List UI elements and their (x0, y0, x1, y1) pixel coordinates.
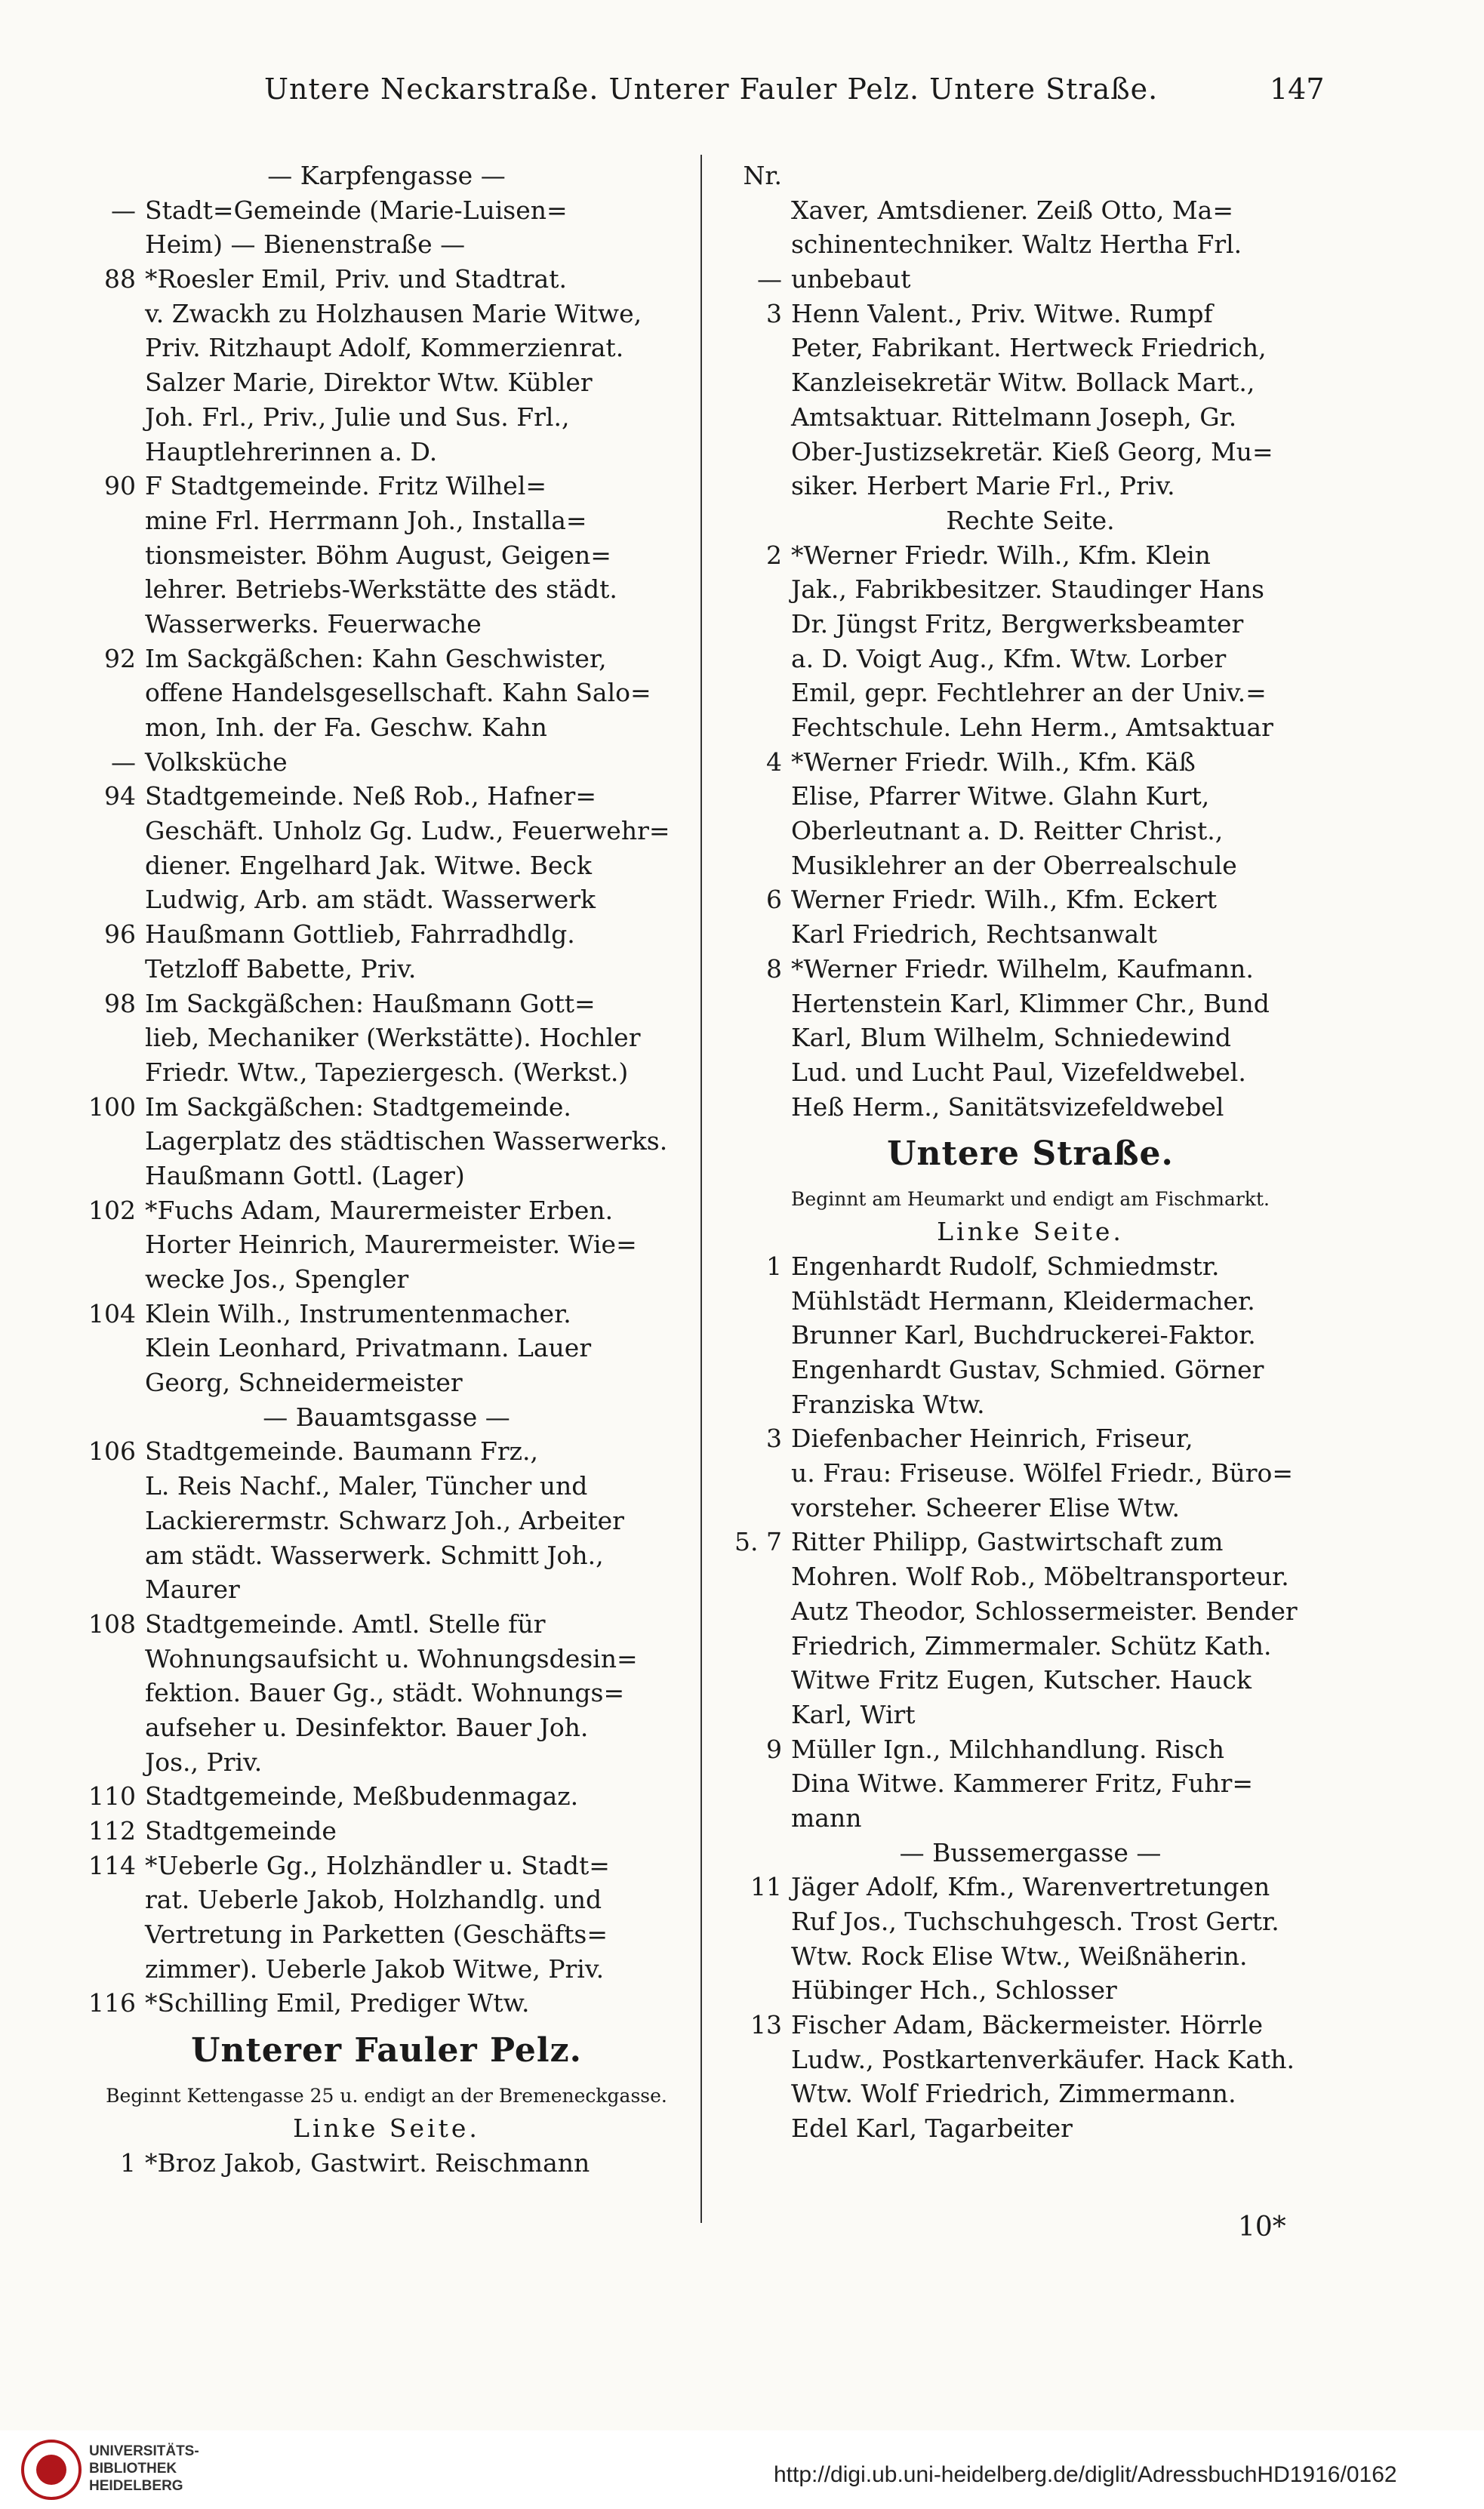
section-label: Rechte Seite. (946, 505, 1115, 535)
entry-line (710, 882, 1351, 917)
entry-text: Stadt=Gemeinde (Marie-Luisen= (145, 195, 568, 225)
entry-text: Stadtgemeinde, Meßbudenmagaz. (145, 1781, 579, 1812)
entry-line (710, 1801, 1351, 1836)
entry-line (54, 1952, 719, 1987)
entry-line (710, 469, 1351, 503)
entry-line (710, 1214, 1351, 1249)
entry-text: Wtw. Rock Elise Wtw., Weißnäherin. (791, 1941, 1248, 1971)
house-number: 112 (88, 1816, 136, 1846)
entry-text: Karl, Wirt (791, 1699, 916, 1729)
entry-line (54, 1193, 719, 1228)
entry-text: Priv. Ritzhaupt Adolf, Kommerzienrat. (145, 333, 624, 363)
entry-line (710, 1904, 1351, 1939)
entry-line (54, 1469, 719, 1504)
entry-text: tionsmeister. Böhm August, Geigen= (145, 540, 611, 570)
house-number: 92 (104, 643, 136, 673)
entry-text: mann (791, 1802, 862, 1833)
entry-line (54, 159, 719, 193)
entry-text: Mühlstädt Hermann, Kleidermacher. (791, 1285, 1255, 1316)
house-number: 100 (88, 1091, 136, 1122)
entry-text: Stadtgemeinde. Neß Rob., Hafner= (145, 781, 596, 811)
entry-text: Brunner Karl, Buchdruckerei-Faktor. (791, 1320, 1256, 1350)
entry-text: Horter Heinrich, Maurermeister. Wie= (145, 1230, 637, 1260)
street-subnote: Beginnt am Heumarkt und endigt am Fischmarkt. (791, 1188, 1270, 1211)
entry-line (54, 987, 719, 1021)
entry-text: Emil, gepr. Fechtlehrer an der Univ.= (791, 678, 1267, 708)
house-number: — (111, 195, 136, 225)
street-subnote: Beginnt Kettengasse 25 u. endigt an der Bremeneckgasse. (106, 2085, 667, 2107)
entry-text: Hübinger Hch., Schlosser (791, 1975, 1117, 2006)
entry-line (710, 227, 1351, 262)
house-number: 96 (104, 919, 136, 950)
entry-text: Henn Valent., Priv. Witwe. Rumpf (791, 298, 1213, 328)
entry-text: Klein Wilh., Instrumentenmacher. (145, 1298, 571, 1328)
library-name-line: BIBLIOTHEK (89, 2461, 177, 2477)
entry-line (710, 1456, 1351, 1491)
entry-line (54, 1986, 719, 2021)
entry-line (54, 1710, 719, 1745)
house-number: 1 (120, 2147, 136, 2178)
entry-text: Diefenbacher Heinrich, Friseur, (791, 1424, 1193, 1454)
entry-line (54, 1676, 719, 1710)
entry-line (710, 297, 1351, 331)
entry-line (710, 779, 1351, 814)
entry-line (54, 227, 719, 262)
entry-line (54, 572, 719, 607)
entry-line (54, 1504, 719, 1538)
house-number: 6 (766, 885, 782, 915)
entry-line (710, 193, 1351, 228)
entry-text: Tetzloff Babette, Priv. (145, 953, 417, 984)
entry-text: Haußmann Gottlieb, Fahrradhdlg. (145, 919, 575, 950)
entry-line (54, 1779, 719, 1814)
entry-text: Klein Leonhard, Privatmann. Lauer (145, 1333, 592, 1363)
entry-text: Heß Herm., Sanitätsvizefeldwebel (791, 1091, 1224, 1122)
entry-line (54, 297, 719, 331)
entry-line (710, 1387, 1351, 1422)
entry-text: lieb, Mechaniker (Werkstätte). Hochler (145, 1023, 641, 1053)
entry-line (54, 1607, 719, 1642)
entry-text: *Broz Jakob, Gastwirt. Reischmann (145, 2147, 590, 2178)
column-divider (700, 155, 702, 2223)
entry-line (710, 1421, 1351, 1456)
entry-text: L. Reis Nachf., Maler, Tüncher und (145, 1471, 588, 1501)
house-number: 88 (104, 264, 136, 294)
entry-line (54, 2111, 719, 2146)
entry-text: rat. Ueberle Jakob, Holzhandlg. und (145, 1885, 602, 1915)
entry-line (710, 642, 1351, 676)
entry-line (710, 503, 1351, 538)
entry-line (710, 2008, 1351, 2043)
entry-text: vorsteher. Scheerer Elise Wtw. (791, 1492, 1181, 1522)
entry-text: Karl Friedrich, Rechtsanwalt (791, 919, 1158, 950)
entry-line (710, 1870, 1351, 1904)
house-number: 11 (750, 1872, 782, 1902)
entry-text: aufseher u. Desinfektor. Bauer Joh. (145, 1712, 589, 1742)
entry-text: Wtw. Wolf Friedrich, Zimmermann. (791, 2079, 1236, 2109)
entry-line (710, 987, 1351, 1021)
entry-line (710, 1939, 1351, 1974)
entry-text: Haußmann Gottl. (Lager) (145, 1160, 465, 1190)
entry-line (54, 1538, 719, 1573)
entry-line (54, 2146, 719, 2181)
entry-line (710, 262, 1351, 297)
entry-line (710, 1594, 1351, 1629)
entry-text: *Roesler Emil, Priv. und Stadtrat. (145, 264, 567, 294)
entry-line (710, 1090, 1351, 1125)
entry-text: u. Frau: Friseuse. Wölfel Friedr., Büro= (791, 1458, 1294, 1488)
entry-text: diener. Engelhard Jak. Witwe. Beck (145, 850, 593, 880)
section-label: — Bussemergasse — (899, 1837, 1162, 1867)
running-head: Untere Neckarstraße. Unterer Fauler Pelz. Untere Straße. (264, 72, 1159, 106)
entry-line (54, 642, 719, 676)
section-label: — Bauamtsgasse — (263, 1402, 510, 1432)
entry-line (54, 1849, 719, 1883)
house-number: 8 (766, 953, 782, 984)
entry-line (710, 917, 1351, 952)
house-number: 98 (104, 988, 136, 1018)
entry-line (710, 365, 1351, 400)
house-number: 4 (766, 747, 782, 777)
house-number: 9 (766, 1734, 782, 1764)
entry-line (54, 1297, 719, 1331)
entry-line (54, 848, 719, 883)
entry-line (54, 538, 719, 573)
entry-line (710, 676, 1351, 710)
entry-line (54, 1434, 719, 1469)
entry-text: *Fuchs Adam, Maurermeister Erben. (145, 1195, 614, 1225)
entry-line (710, 538, 1351, 573)
entry-line (710, 1525, 1351, 1559)
entry-text: *Ueberle Gg., Holzhändler u. Stadt= (145, 1850, 610, 1880)
house-number: 2 (766, 540, 782, 570)
page-number: 147 (1270, 72, 1325, 106)
section-label: — Karpfengasse — (267, 161, 506, 190)
entry-text: Geschäft. Unholz Gg. Ludw., Feuerwehr= (145, 816, 670, 846)
entry-text: mine Frl. Herrmann Joh., Installa= (145, 505, 587, 535)
entry-line (710, 1318, 1351, 1353)
signature-mark: 10* (1238, 2212, 1286, 2243)
entry-line (710, 572, 1351, 607)
entry-line (54, 710, 719, 745)
entry-text: fektion. Bauer Gg., städt. Wohnungs= (145, 1678, 625, 1708)
entry-text: Autz Theodor, Schlossermeister. Bender (791, 1596, 1298, 1626)
entry-text: mon, Inh. der Fa. Geschw. Kahn (145, 713, 547, 742)
entry-text: Stadtgemeinde (145, 1816, 337, 1846)
entry-line (710, 2111, 1351, 2146)
entry-line (54, 262, 719, 297)
entry-text: a. D. Voigt Aug., Kfm. Wtw. Lorber (791, 643, 1227, 673)
entry-text: Ludw., Postkartenverkäufer. Hack Kath. (791, 2044, 1295, 2074)
entry-line (710, 1284, 1351, 1319)
entry-text: Ruf Jos., Tuchschuhgesch. Trost Gertr. (791, 1907, 1279, 1936)
entry-line (710, 1732, 1351, 1767)
entry-text: Jäger Adolf, Kfm., Warenvertretungen (791, 1872, 1270, 1902)
entry-text: Peter, Fabrikant. Hertweck Friedrich, (791, 333, 1267, 363)
entry-text: Werner Friedr. Wilh., Kfm. Eckert (791, 885, 1218, 915)
entry-line (54, 469, 719, 503)
entry-text: Mohren. Wolf Rob., Möbeltransporteur. (791, 1562, 1289, 1592)
entry-text: Volksküche (145, 747, 288, 777)
entry-line (710, 2076, 1351, 2111)
entry-text: siker. Herbert Marie Frl., Priv. (791, 471, 1175, 501)
entry-line (710, 1055, 1351, 1090)
entry-text: Franziska Wtw. (791, 1389, 985, 1419)
entry-line (54, 1365, 719, 1400)
entry-line (710, 1353, 1351, 1387)
entry-text: Stadtgemeinde. Amtl. Stelle für (145, 1609, 546, 1639)
entry-text: Dina Witwe. Kammerer Fritz, Fuhr= (791, 1769, 1254, 1799)
side-label: Linke Seite. (937, 1217, 1124, 1247)
entry-line (54, 745, 719, 780)
entry-line (710, 1249, 1351, 1284)
entry-text: *Werner Friedr. Wilh., Kfm. Käß (791, 747, 1196, 777)
entry-line (54, 1055, 719, 1090)
entry-text: Im Sackgäßchen: Haußmann Gott= (145, 988, 596, 1018)
entry-line (54, 1400, 719, 1435)
entry-line (54, 779, 719, 814)
street-heading: Unterer Fauler Pelz. (191, 2031, 582, 2070)
entry-text: Im Sackgäßchen: Kahn Geschwister, (145, 643, 607, 673)
house-number: 104 (88, 1298, 136, 1328)
source-url-link[interactable]: http://digi.ub.uni-heidelberg.de/diglit/AdressbuchHD1916/0162 (774, 2462, 1397, 2487)
entry-text: Witwe Fritz Eugen, Kutscher. Hauck (791, 1665, 1252, 1695)
entry-text: Wohnungsaufsicht u. Wohnungsdesin= (145, 1643, 638, 1673)
house-number: 114 (88, 1850, 136, 1880)
entry-text: Wasserwerks. Feuerwache (145, 608, 482, 639)
entry-text: Engenhardt Gustav, Schmied. Görner (791, 1355, 1264, 1384)
entry-line (54, 676, 719, 710)
entry-text: Lackierermstr. Schwarz Joh., Arbeiter (145, 1505, 624, 1535)
left-column (54, 159, 719, 2181)
entry-text: Ludwig, Arb. am städt. Wasserwerk (145, 885, 596, 915)
entry-line (54, 1745, 719, 1780)
entry-line (54, 1262, 719, 1297)
entry-line (54, 917, 719, 952)
entry-line (54, 365, 719, 400)
entry-line (710, 331, 1351, 365)
entry-text: Amtsaktuar. Rittelmann Joseph, Gr. (791, 402, 1237, 432)
entry-line (710, 745, 1351, 780)
entry-text: Ritter Philipp, Gastwirtschaft zum (791, 1527, 1224, 1557)
library-name (89, 2443, 199, 2495)
entry-line (710, 400, 1351, 435)
entry-line (54, 1227, 719, 1262)
entry-line (710, 848, 1351, 883)
side-label: Linke Seite. (293, 2113, 480, 2144)
house-number: 3 (766, 298, 782, 328)
entry-line (54, 503, 719, 538)
library-name-line: HEIDELBERG (89, 2478, 183, 2494)
entry-text: Oberleutnant a. D. Reitter Christ., (791, 816, 1224, 846)
entry-text: Fischer Adam, Bäckermeister. Hörrle (791, 2010, 1264, 2040)
entry-line (54, 607, 719, 642)
entry-text: Lagerplatz des städtischen Wasserwerks. (145, 1126, 668, 1156)
entry-line (54, 882, 719, 917)
house-number: 116 (88, 1988, 136, 2018)
right-column (710, 159, 1351, 2146)
entry-text: Im Sackgäßchen: Stadtgemeinde. (145, 1091, 571, 1122)
entry-line (710, 1766, 1351, 1801)
entry-text: Dr. Jüngst Fritz, Bergwerksbeamter (791, 608, 1244, 639)
entry-line (710, 1663, 1351, 1698)
entry-line (710, 710, 1351, 745)
entry-line (710, 1559, 1351, 1594)
entry-text: unbebaut (791, 264, 911, 294)
house-number: 110 (88, 1781, 136, 1812)
entry-line (54, 1090, 719, 1125)
entry-text: zimmer). Ueberle Jakob Witwe, Priv. (145, 1953, 605, 1984)
entry-text: Ober-Justizsekretär. Kieß Georg, Mu= (791, 436, 1273, 466)
entry-line (710, 1629, 1351, 1664)
entry-text: schinentechniker. Waltz Hertha Frl. (791, 229, 1242, 260)
house-number: 102 (88, 1195, 136, 1225)
street-heading: Untere Straße. (887, 1134, 1174, 1174)
entry-text: Stadtgemeinde. Baumann Frz., (145, 1436, 539, 1467)
house-number: — (757, 264, 782, 294)
entry-text: Fechtschule. Lehn Herm., Amtsaktuar (791, 713, 1273, 742)
entry-line (710, 1973, 1351, 2008)
house-number: 5. 7 (734, 1527, 782, 1557)
entry-text: Jak., Fabrikbesitzer. Staudinger Hans (791, 574, 1264, 605)
entry-text: Kanzleisekretär Witw. Bollack Mart., (791, 368, 1255, 398)
entry-text: *Schilling Emil, Prediger Wtw. (145, 1988, 530, 2018)
entry-line (710, 814, 1351, 848)
entry-line (54, 1814, 719, 1849)
entry-text: Georg, Schneidermeister (145, 1368, 463, 1398)
entry-line (54, 193, 719, 228)
entry-text: Hauptlehrerinnen a. D. (145, 436, 438, 466)
entry-text: F Stadtgemeinde. Fritz Wilhel= (145, 471, 547, 501)
house-number: 13 (750, 2010, 782, 2040)
house-number: 94 (104, 781, 136, 811)
house-number: 1 (766, 1251, 782, 1281)
entry-line (54, 1883, 719, 1917)
entry-text: Edel Karl, Tagarbeiter (791, 2113, 1073, 2144)
entry-text: Jos., Priv. (145, 1747, 263, 1777)
entry-line (710, 952, 1351, 987)
entry-text: *Werner Friedr. Wilh., Kfm. Klein (791, 540, 1211, 570)
entry-text: Lud. und Lucht Paul, Vizefeldwebel. (791, 1057, 1246, 1087)
entry-line (54, 1331, 719, 1365)
entry-line (710, 1491, 1351, 1525)
entry-text: Joh. Frl., Priv., Julie und Sus. Frl., (145, 402, 570, 432)
library-logo-icon (21, 2440, 82, 2500)
entry-line (710, 607, 1351, 642)
entry-line (54, 435, 719, 469)
house-number: 108 (88, 1609, 136, 1639)
entry-text: *Werner Friedr. Wilhelm, Kaufmann. (791, 953, 1254, 984)
entry-line (54, 1572, 719, 1607)
entry-text: offene Handelsgesellschaft. Kahn Salo= (145, 678, 651, 708)
entry-text: Vertretung in Parketten (Geschäfts= (145, 1919, 608, 1950)
entry-text: am städt. Wasserwerk. Schmitt Joh., (145, 1540, 604, 1570)
entry-line (710, 159, 1351, 193)
library-name-line: UNIVERSITÄTS- (89, 2443, 199, 2459)
entry-text: v. Zwackh zu Holzhausen Marie Witwe, (145, 298, 642, 328)
entry-line (54, 1124, 719, 1159)
entry-text: Friedrich, Zimmermaler. Schütz Kath. (791, 1630, 1272, 1661)
entry-line (54, 331, 719, 365)
entry-line (710, 435, 1351, 469)
entry-line (710, 1836, 1351, 1870)
entry-line (710, 1698, 1351, 1732)
entry-text: Friedr. Wtw., Tapeziergesch. (Werkst.) (145, 1057, 629, 1087)
entry-line (54, 1642, 719, 1676)
entry-text: Salzer Marie, Direktor Wtw. Kübler (145, 368, 593, 398)
entry-text: Maurer (145, 1575, 240, 1605)
house-number: Nr. (743, 161, 782, 190)
entry-line (54, 814, 719, 848)
entry-text: Müller Ign., Milchhandlung. Risch (791, 1734, 1225, 1764)
entry-text: Engenhardt Rudolf, Schmiedmstr. (791, 1251, 1220, 1281)
entry-line (54, 1159, 719, 1193)
entry-text: Heim) — Bienenstraße — (145, 229, 466, 260)
house-number: 90 (104, 471, 136, 501)
entry-text: Karl, Blum Wilhelm, Schniedewind (791, 1023, 1232, 1053)
entry-line (54, 400, 719, 435)
entry-text: Hertenstein Karl, Klimmer Chr., Bund (791, 988, 1270, 1018)
entry-text: Musiklehrer an der Oberrealschule (791, 850, 1237, 880)
entry-text: lehrer. Betriebs-Werkstätte des städt. (145, 574, 617, 605)
entry-line (54, 1021, 719, 1055)
entry-line (54, 952, 719, 987)
entry-text: wecke Jos., Spengler (145, 1264, 409, 1294)
entry-line (710, 1021, 1351, 1055)
entry-line (710, 2043, 1351, 2077)
entry-text: Elise, Pfarrer Witwe. Glahn Kurt, (791, 781, 1210, 811)
house-number: — (111, 747, 136, 777)
entry-text: Xaver, Amtsdiener. Zeiß Otto, Ma= (791, 195, 1233, 225)
entry-line (54, 1917, 719, 1952)
house-number: 106 (88, 1436, 136, 1467)
house-number: 3 (766, 1424, 782, 1454)
